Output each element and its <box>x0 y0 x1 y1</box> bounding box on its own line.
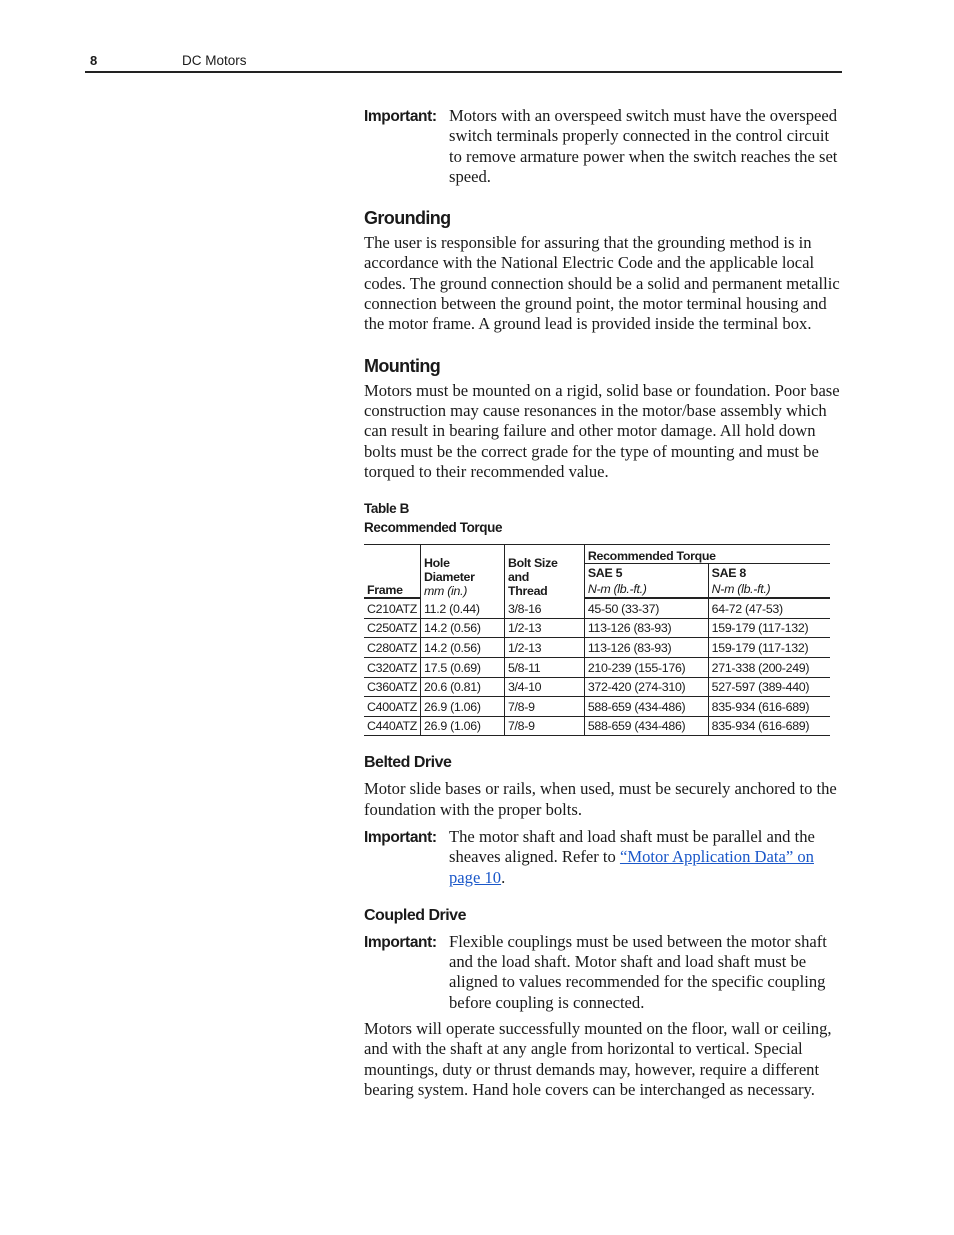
grounding-heading: Grounding <box>364 208 451 229</box>
table-row: C280ATZ 14.2 (0.56) 1/2-13 113-126 (83-93) 159-179 (117-132) <box>364 638 830 658</box>
important-text: Flexible couplings must be used between the motor shaft and the load shaft. Motor shaft and load shaft must be aligned to values recommended for the specific coupling before coupling is connected. <box>449 931 827 1012</box>
belted-drive-paragraph: Motor slide bases or rails, when used, must be securely anchored to the foundation with the proper bolts. <box>364 779 837 819</box>
mounting-paragraph: Motors must be mounted on a rigid, solid base or foundation. Poor base construction may cause resonances in the motor/base assembly which can result in bearing failure and other motor damage. All hold down bolts must be the correct grade for the type of mounting and must be torqued to their recommended value. <box>364 380 840 481</box>
main-content <box>364 106 842 1100</box>
important-text: Motors with an overspeed switch must have the overspeed switch terminals properly connected in the control circuit to remove armature power when the switch reaches the set speed. <box>449 106 838 186</box>
table-row: C440ATZ 26.9 (1.06) 7/8-9 588-659 (434-486) 835-934 (616-689) <box>364 716 830 736</box>
important-label: Important: <box>364 933 437 951</box>
table-row: C210ATZ 11.2 (0.44) 3/8-16 45-50 (33-37) 64-72 (47-53) <box>364 598 830 618</box>
column-header-hole-diameter: Hole Diameter mm (in.) <box>421 545 505 599</box>
column-header-recommended-torque: Recommended Torque <box>584 545 830 564</box>
table-row: C250ATZ 14.2 (0.56) 1/2-13 113-126 (83-93) 159-179 (117-132) <box>364 618 830 638</box>
motor-application-data-link[interactable]: “Motor Application Data” on page 10 <box>449 847 814 887</box>
page-number: 8 <box>90 53 98 68</box>
chapter-title: DC Motors <box>182 53 247 68</box>
important-note-overspeed <box>364 106 842 187</box>
column-header-sae5: SAE 5 N-m (lb.-ft.) <box>584 564 708 599</box>
important-label: Important: <box>364 108 437 125</box>
important-note-coupled <box>364 932 842 1013</box>
torque-table-body <box>364 598 830 736</box>
table-row: C400ATZ 26.9 (1.06) 7/8-9 588-659 (434-486) 835-934 (616-689) <box>364 697 830 717</box>
coupled-drive-heading: Coupled Drive <box>364 906 466 924</box>
page-header <box>85 52 842 73</box>
column-header-sae8: SAE 8 N-m (lb.-ft.) <box>708 564 830 599</box>
table-title: Recommended Torque <box>364 520 503 536</box>
table-row: C320ATZ 17.5 (0.69) 5/8-11 210-239 (155-176) 271-338 (200-249) <box>364 657 830 677</box>
important-text: The motor shaft and load shaft must be parallel and the sheaves aligned. Refer to “Motor Application Data” on page 10. <box>449 826 815 887</box>
torque-table <box>364 544 830 736</box>
coupled-drive-paragraph: Motors will operate successfully mounted on the floor, wall or ceiling, and with the shaft at any angle from horizontal to vertical. Special mountings, duty or thrust demands may, however, require a different bearing system. Hand hole covers can be interchanged as necessary. <box>364 1018 832 1099</box>
important-label: Important: <box>364 828 437 846</box>
table-label: Table B <box>364 501 409 517</box>
mounting-heading: Mounting <box>364 355 441 376</box>
belted-drive-heading: Belted Drive <box>364 754 452 772</box>
column-header-bolt-size: Bolt Size and Thread <box>504 545 584 599</box>
important-note-belted <box>364 827 842 888</box>
grounding-paragraph: The user is responsible for assuring that the grounding method is in accordance with the National Electric Code and the applicable local codes. The ground connection should be a solid and permanent metallic connection between the ground point, the motor terminal housing and the motor frame. A ground lead is provided inside the terminal box. <box>364 233 840 334</box>
table-row: C360ATZ 20.6 (0.81) 3/4-10 372-420 (274-310) 527-597 (389-440) <box>364 677 830 697</box>
column-header-frame: Frame <box>364 545 421 599</box>
